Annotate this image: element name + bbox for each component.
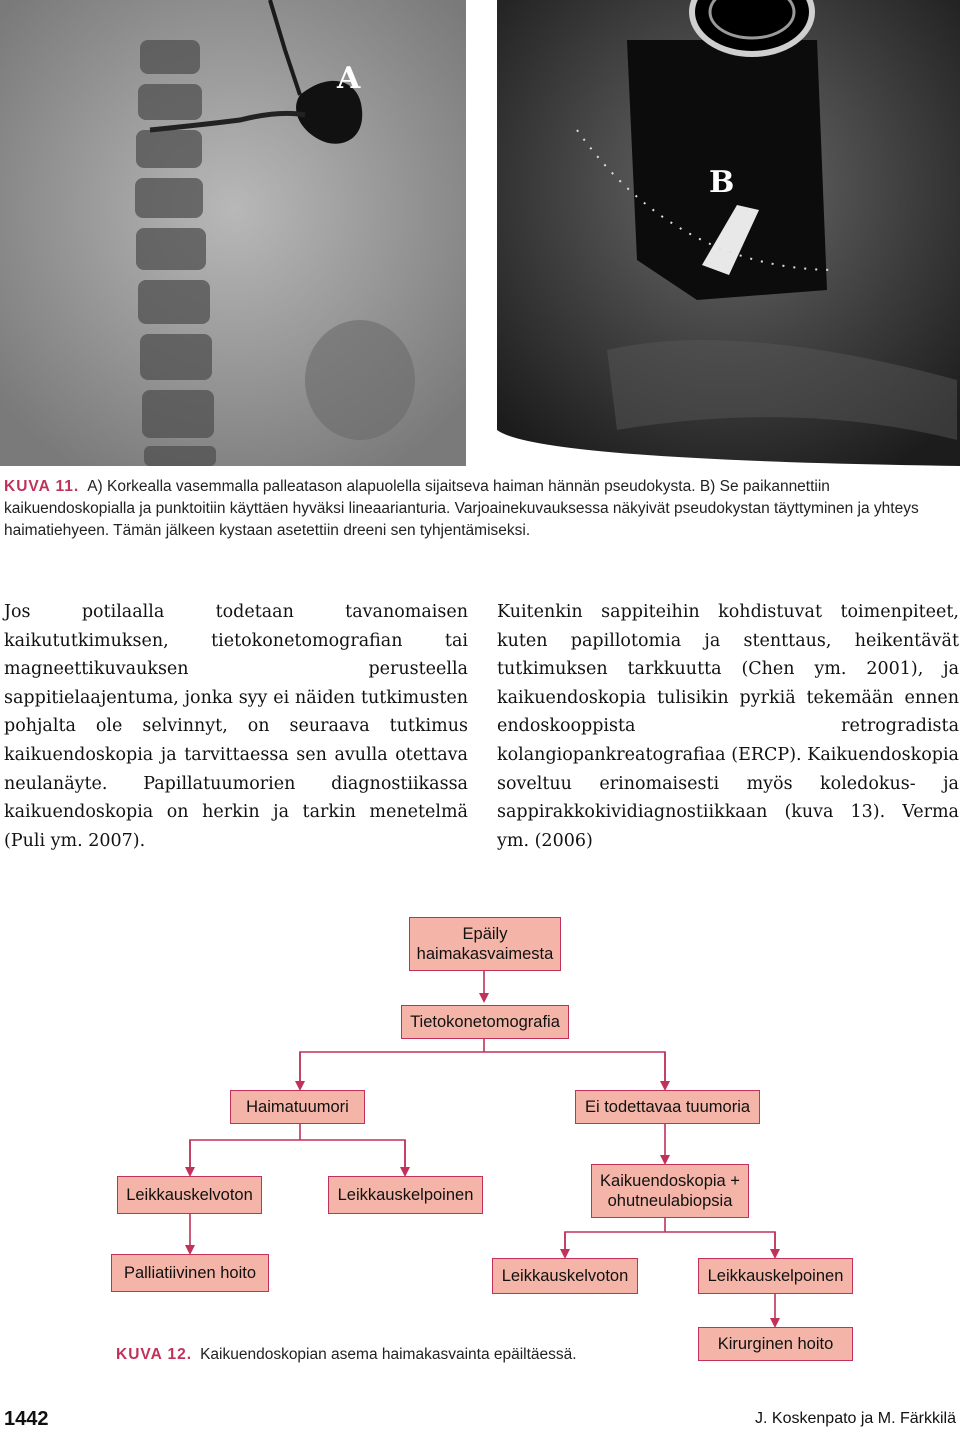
footer-authors: J. Koskenpato ja M. Färkkilä	[755, 1410, 956, 1427]
box-ct-label: Tietokonetomografia	[410, 1013, 560, 1031]
body-column-right: Kuitenkin sappiteihin kohdistuvat toimenpiteet, kuten papillotomia ja stenttaus, heikentävät tutkimuksen tarkkuutta (Chen ym. 2001), ja kaikuendoskopia tulisikin pyrkiä tekemään ennen endoskooppista retrogradista kolangiopankreatografiaa (ERCP). Kaikuendoskopia soveltuu erinomaisesti myös koledokus- ja sappirakkokividiagnostiikkaan (kuva 13). Verma ym. (2006)	[497, 602, 959, 851]
box-tumor	[230, 1090, 365, 1124]
line-ct-branch	[300, 1052, 665, 1086]
box-unresectable-left	[117, 1176, 262, 1214]
box-resectable-left-label: Leikkauskelpoinen	[337, 1186, 474, 1204]
figure-12-tag: KUVA 12.	[116, 1346, 193, 1363]
box-suspicion	[409, 917, 561, 971]
body-column-left: Jos potilaalla todetaan tavanomaisen kaikututkimuksen, tietokonetomografian tai magneettikuvauksen perusteella sappitielaajentuma, jonka syy ei näiden tutkimusten pohjalta ole selvinnyt, on seuraava tutkimus kaikuendoskopia ja tarvittaessa sen avulla otettava neulanäyte. Papillatuumorien diagnostiikassa kaikuendoskopia on herkin ja tarkin menetelmä (Puli ym. 2007).	[4, 602, 468, 851]
box-surgery	[698, 1327, 853, 1361]
figure-12-caption-text: Kaikuendoskopian asema haimakasvainta epäiltäessä.	[200, 1346, 577, 1363]
box-no-tumor	[575, 1090, 760, 1124]
box-resectable-right	[698, 1258, 853, 1294]
box-ct	[401, 1005, 569, 1039]
box-palliative	[111, 1254, 269, 1292]
box-eus-fna	[591, 1164, 749, 1218]
line-eus-branch	[565, 1232, 775, 1254]
line-tumor-branch	[190, 1140, 405, 1172]
box-unresectable-right	[492, 1258, 638, 1294]
box-surgery-label: Kirurginen hoito	[717, 1335, 834, 1353]
figure-label-a: A	[337, 61, 361, 96]
box-resectable-left	[328, 1176, 483, 1214]
box-resectable-right-label: Leikkauskelpoinen	[707, 1267, 844, 1285]
box-unresectable-left-label: Leikkauskelvoton	[126, 1186, 253, 1204]
box-suspicion-label: Epäily haimakasvaimesta	[416, 925, 554, 963]
box-unresectable-right-label: Leikkauskelvoton	[501, 1267, 629, 1285]
box-palliative-label: Palliatiivinen hoito	[123, 1264, 257, 1282]
figure-12-caption	[116, 1344, 676, 1366]
figure-label-b: B	[709, 165, 735, 200]
box-no-tumor-label: Ei todettavaa tuumoria	[584, 1098, 751, 1116]
figure-11-caption-text: A) Korkealla vasemmalla palleatason alapuolella sijaitseva haiman hännän pseudokysta. B) Se paikannettiin kaikuendoskopialla ja punktoitiin käyttäen hyväksi lineaarianturia. Varjoainekuvauksessa näkyivät pseudokystan täyttyminen ja yhteys haimatiehyeen. Tämän jälkeen kystaan asetettiin dreeni sen tyhjentämiseksi.	[4, 478, 919, 539]
box-eus-fna-label: Kaikuendoskopia + ohutneulabiopsia	[600, 1172, 740, 1210]
page-number: 1442	[4, 1408, 49, 1430]
figure-11-tag: KUVA 11.	[4, 478, 80, 495]
box-tumor-label: Haimatuumori	[246, 1098, 349, 1116]
